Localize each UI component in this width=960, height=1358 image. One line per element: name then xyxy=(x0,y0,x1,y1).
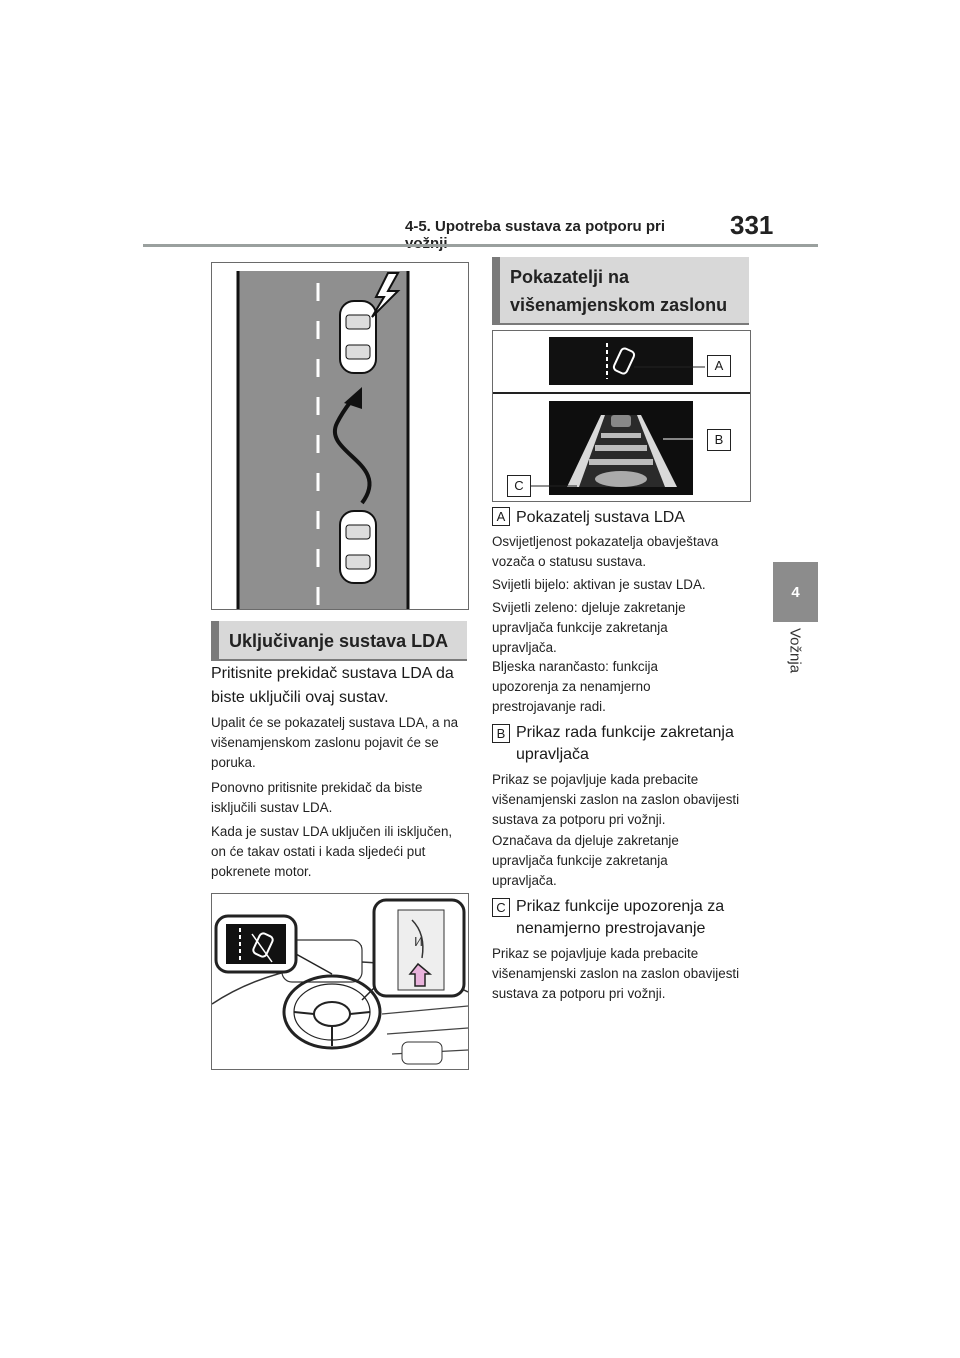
lane-departure-illustration xyxy=(211,262,469,610)
item-b-title xyxy=(492,722,750,766)
lane-road-svg xyxy=(212,263,468,609)
item-b-paragraph-1: Prikaz se pojavljuje kada prebacite višenamjenski zaslon na zaslon obavijesti sustava za potporu pri vožnji. xyxy=(492,772,740,827)
item-a-badge: A xyxy=(492,507,510,526)
dashboard-svg xyxy=(212,894,468,1069)
chapter-number: 4 xyxy=(791,583,800,601)
item-a-title-text: Pokazatelj sustava LDA xyxy=(516,509,685,526)
car-bottom xyxy=(340,511,376,583)
item-a-paragraph-4: Bljeska narančasto: funkcija upozorenja za nenamjerno prestrojavanje radi. xyxy=(492,659,658,714)
dashboard-switch-illustration xyxy=(211,893,469,1070)
item-a-paragraph-2: Svijetli bijelo: aktivan je sustav LDA. xyxy=(492,577,706,592)
chapter-tab xyxy=(773,562,818,622)
item-c-title-text: Prikaz funkcije upozorenja za nenamjerno prestrojavanje xyxy=(516,898,725,937)
car-top xyxy=(340,301,376,373)
item-b-badge: B xyxy=(492,724,510,743)
lda-on-paragraph-2: Ponovno pritisnite prekidač da biste isključili sustav LDA. xyxy=(211,780,423,815)
item-b-title-text: Prikaz rada funkcije zakretanja upravljača xyxy=(516,724,734,763)
callout-c: C xyxy=(507,475,531,497)
callout-a: A xyxy=(707,355,731,377)
chapter-label: Vožnja xyxy=(786,628,804,674)
item-a-paragraph-1: Osvijetljenost pokazatelja obavještava vozača o statusu sustava. xyxy=(492,534,719,569)
lda-on-lead: Pritisnite prekidač sustava LDA da biste uključili ovaj sustav. xyxy=(211,665,454,706)
item-a-paragraph-3: Svijetli zeleno: djeluje zakretanje upravljača funkcije zakretanja upravljača. xyxy=(492,600,686,655)
section-heading-lda-on: Uključivanje sustava LDA xyxy=(211,621,467,661)
svg-text:I⁄I: I⁄I xyxy=(414,935,424,949)
item-a-title xyxy=(492,507,752,529)
running-header-title: 4-5. Upotreba sustava za potporu pri xyxy=(405,218,666,235)
callout-b: B xyxy=(707,429,731,451)
item-b-paragraph-2: Označava da djeluje zakretanje upravljača funkcije zakretanja upravljača. xyxy=(492,833,679,888)
page-number: 331 xyxy=(730,210,774,240)
item-c-title xyxy=(492,896,750,940)
section-heading-indicators: Pokazatelji na višenamjenskom zaslonu xyxy=(492,257,749,325)
lda-on-paragraph-1: Upalit će se pokazatelj sustava LDA, a na višenamjenskom zaslonu pojavit će se poruka. xyxy=(211,715,459,770)
multi-information-display-illustration xyxy=(492,330,751,502)
header-rule xyxy=(143,244,818,247)
lda-on-paragraph-3: Kada je sustav LDA uključen ili isključen, on će takav ostati i kada sljedeći put pokrenete motor. xyxy=(211,824,453,879)
item-c-badge: C xyxy=(492,898,510,917)
item-c-paragraph-1: Prikaz se pojavljuje kada prebacite višenamjenski zaslon na zaslon obavijesti sustava za potporu pri vožnji. xyxy=(492,946,740,1001)
